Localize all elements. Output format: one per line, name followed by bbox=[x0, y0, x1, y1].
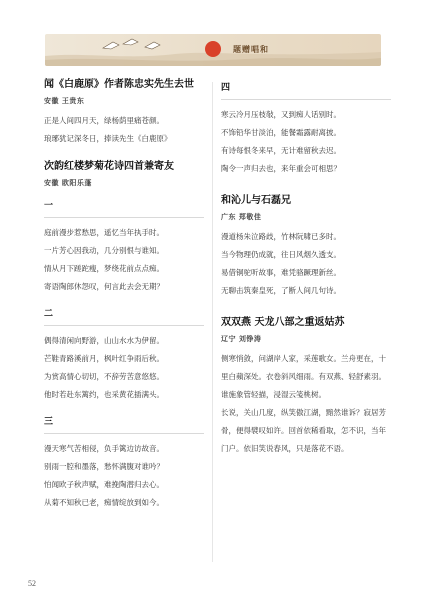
poem-line: 有诗每恨冬来早，无计难留秋去迟。 bbox=[221, 146, 341, 155]
section-rule bbox=[221, 99, 391, 100]
poem-line: 情从月下蹉跎瘦，梦绕花前点点痴。 bbox=[44, 264, 164, 273]
poem-line: 陶令一声归去也，来年重会可相思？ bbox=[221, 164, 341, 173]
sun-icon bbox=[205, 41, 221, 57]
poem-line: 为赏高情心切切，不辞劳苦意悠悠。 bbox=[44, 372, 164, 381]
poem-line: 他时若赴东篱约，也采黄花插满头。 bbox=[44, 390, 164, 399]
poem-line: 正是人间四月天，绿杨荫里痛苍颜。 bbox=[44, 116, 164, 125]
section-rule bbox=[44, 217, 204, 218]
section-rule bbox=[44, 325, 204, 326]
poem-line: 琅琊犹记深冬日，捧读先生《白鹿原》 bbox=[44, 134, 172, 143]
banner-title: 题赠唱和 bbox=[233, 44, 269, 54]
poem-line: 寄语陶郎休怨叹，何言此去会无期？ bbox=[44, 282, 164, 291]
crane-icon bbox=[103, 39, 160, 49]
poem-line: 偶得清闲向野游，山山水水为伊留。 bbox=[44, 336, 164, 345]
section-label: 四 bbox=[221, 83, 231, 93]
poem-line: 漫天寒气苦相侵，负手篱边访故音。 bbox=[44, 444, 164, 453]
poem-line: 庭前漫步惹愁思，遥忆当年执手时。 bbox=[44, 228, 164, 237]
poem-line: 一片芳心因我动，几分别恨与谁知。 bbox=[44, 246, 164, 255]
poem-line: 易借铜驼听故事，难凭骆蹶理新丝。 bbox=[221, 268, 341, 277]
poem-paragraph: 长说，关山几度，纵笑傲江湖，黯然谁诉？寂居芳骨，便得襞叹如许。回首依稀看取，怎不识，当年门户。依旧笑说春风，只是落花不语。 bbox=[221, 408, 386, 453]
poem-title: 次韵红楼梦菊花诗四首兼寄友 bbox=[44, 161, 174, 172]
poem-line: 芒鞋青路溪前月，枫叶红争雨后秋。 bbox=[44, 354, 164, 363]
poem-line: 不饰铅华甘淡泊，能餐霜露耐离披。 bbox=[221, 128, 341, 137]
section-label: 二 bbox=[44, 309, 54, 319]
poem-author: 安徽 欧阳乐蓬 bbox=[44, 178, 92, 187]
poem-line: 当今物理仍成就，往日风烟久透支。 bbox=[221, 250, 341, 259]
page-number: 52 bbox=[28, 579, 36, 588]
right-column bbox=[221, 78, 391, 458]
poem-line: 无聊击筑秦皇死，了断人间几句诗。 bbox=[221, 286, 341, 295]
poem-author: 安徽 王贵东 bbox=[44, 96, 85, 105]
section-label: 三 bbox=[44, 417, 54, 427]
poem-title: 和沁儿与石磊兄 bbox=[221, 195, 291, 206]
section-rule bbox=[44, 433, 204, 434]
poem-title: 双双燕 天龙八部之重返姑苏 bbox=[221, 317, 345, 328]
poem-line: 别雨一腔和墨落，愁怀满腹对谁吟？ bbox=[44, 462, 164, 471]
poem-line: 漫道杨朱泣路歧，竹林阮啸已多时。 bbox=[221, 232, 341, 241]
section-label: 一 bbox=[44, 201, 54, 211]
section-banner bbox=[45, 34, 381, 66]
poem-author: 辽宁 刘铮涛 bbox=[221, 334, 262, 343]
poem-line: 寒云冷月压枝敧，又到痴人话别时。 bbox=[221, 110, 341, 119]
poem-line: 从菊不知秋已老，痴情绽放到如今。 bbox=[44, 498, 164, 507]
poem-line: 怕闻欧子秋声赋，难挽陶潜归去心。 bbox=[44, 480, 164, 489]
banner-decoration bbox=[45, 34, 381, 66]
poem-author: 广东 郑敬佳 bbox=[221, 212, 262, 221]
column-divider bbox=[212, 82, 213, 562]
poem-title: 闻《白鹿原》作者陈忠实先生去世 bbox=[44, 79, 194, 90]
left-column bbox=[44, 78, 204, 512]
poem-paragraph: 侧寒悄敛，问湖岸人家，采莲歌女。兰舟更在，十里白蘋深处。衣卷斜风细雨。有双燕、轻舒素羽。谁施象管轻描，浸湿云笺桃树。 bbox=[221, 354, 386, 399]
